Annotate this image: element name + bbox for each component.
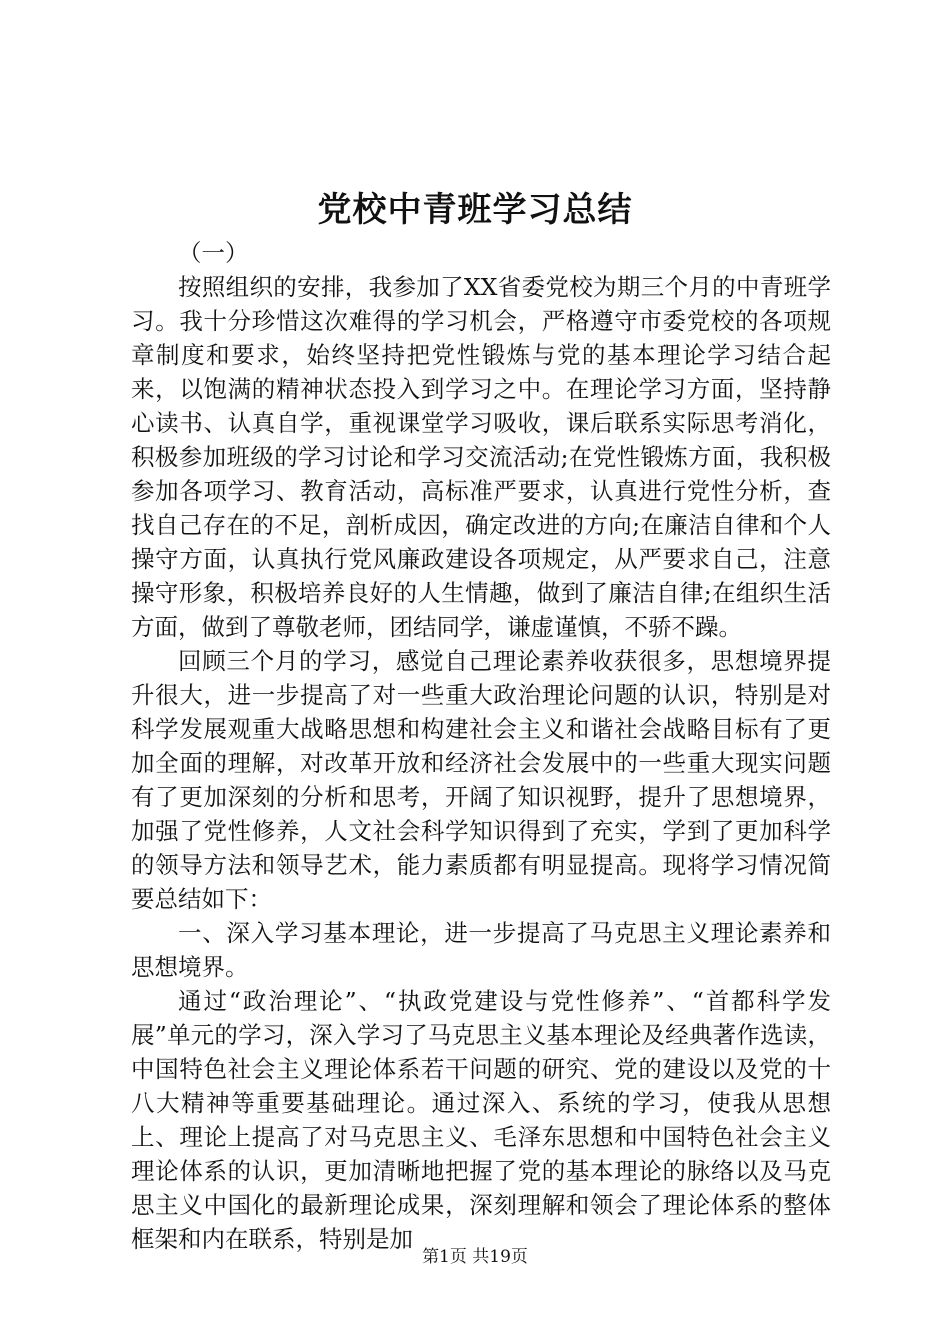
paragraph: 通过“政治理论”、“执政党建设与党性修养”、“首都科学发展”单元的学习，深入学习了马克思主义基本理论及经典著作选读，中国特色社会主义理论体系若干问题的研究、党的建设以及党的十八大精神等重要基础理论。通过深入、系统的学习，使我从思想上、理论上提高了对马克思主义、毛泽东思想和中国特色社会主义理论体系的认识，更加清晰地把握了党的基本理论的脉络以及马克思主义中国化的最新理论成果，深刻理解和领会了理论体系的整体框架和内在联系，特别是加 [131,987,831,1253]
paragraph: 按照组织的安排，我参加了XX省委党校为期三个月的中青班学习。我十分珍惜这次难得的学习机会，严格遵守市委党校的各项规章制度和要求，始终坚持把党性锻炼与党的基本理论学习结合起来，以饱满的精神状态投入到学习之中。在理论学习方面，坚持静心读书、认真自学，重视课堂学习吸收，课后联系实际思考消化，积极参加班级的学习讨论和学习交流活动;在党性锻炼方面，我积极参加各项学习、教育活动，高标准严要求，认真进行党性分析，查找自己存在的不足，剖析成因，确定改进的方向;在廉洁自律和个人操守方面，认真执行党风廉政建设各项规定，从严要求自己，注意操守形象，积极培养良好的人生情趣，做到了廉洁自律;在组织生活方面，做到了尊敬老师，团结同学，谦虚谨慎，不骄不躁。 [131,273,831,641]
section-marker: （一） [178,239,249,267]
document-body [131,236,831,1256]
page-title: 党校中青班学习总结 [317,190,633,230]
page-number-footer: 第1页 共19页 [422,1247,528,1267]
section-heading: 一、深入学习基本理论，进一步提高了马克思主义理论素养和思想境界。 [131,919,831,981]
paragraph: 回顾三个月的学习，感觉自己理论素养收获很多，思想境界提升很大，进一步提高了对一些重大政治理论问题的认识，特别是对科学发展观重大战略思想和构建社会主义和谐社会战略目标有了更加全面的理解，对改革开放和经济社会发展中的一些重大现实问题有了更加深刻的分析和思考，开阔了知识视野，提升了思想境界，加强了党性修养，人文社会科学知识得到了充实，学到了更加科学的领导方法和领导艺术，能力素质都有明显提高。现将学习情况简要总结如下： [131,647,831,913]
